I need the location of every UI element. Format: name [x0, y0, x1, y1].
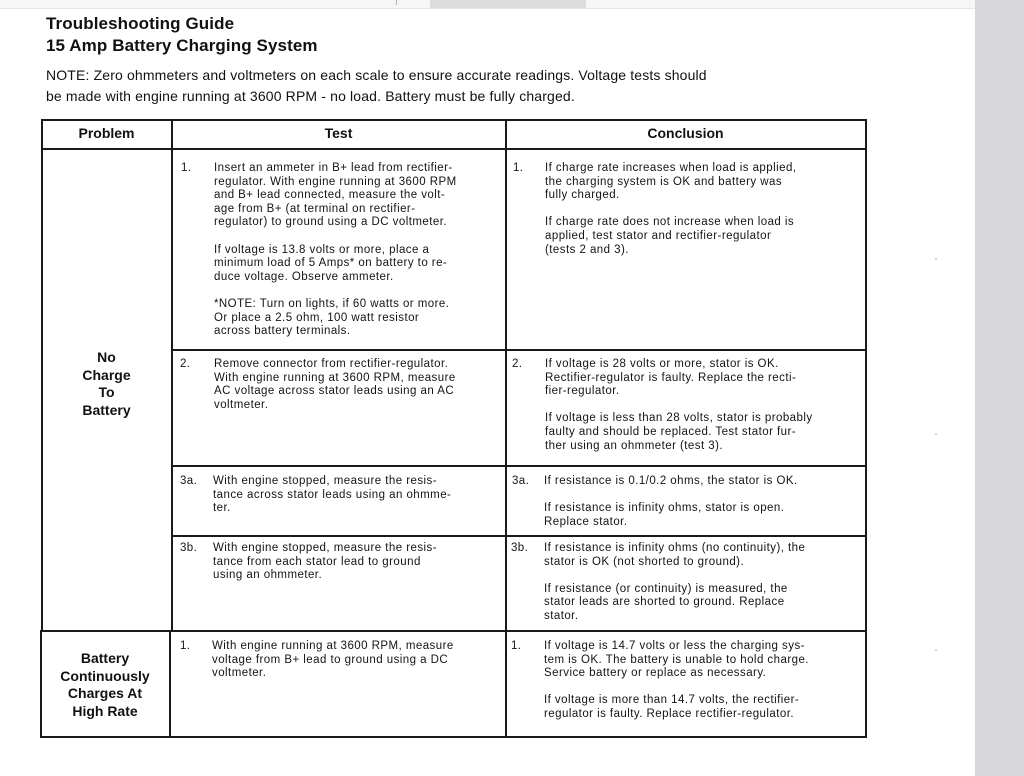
scan-speck — [935, 258, 937, 260]
table-rule — [171, 465, 867, 467]
viewer-tab[interactable] — [430, 0, 586, 8]
conclusion-number: 1. — [511, 640, 522, 652]
scan-speck — [935, 433, 937, 435]
test-text: Remove connector from rectifier-regulator. With engine running at 3600 RPM, measure AC voltage across stator leads using an AC voltmeter. — [214, 358, 456, 411]
problem-label: Battery Continuously Charges At High Rate — [60, 650, 150, 719]
document-page — [0, 9, 975, 776]
table-rule — [40, 630, 867, 632]
test-number: 1. — [180, 640, 191, 652]
test-text: With engine stopped, measure the resis- tance across stator leads using an ohmme- ter. — [213, 475, 452, 515]
test-text: Insert an ammeter in B+ lead from rectifier- regulator. With engine running at 3600 RPM and B+ lead connected, measure the volt- age from B+ (at terminal on rectifier- regulator) to ground using a DC voltmeter. If voltage is 13.8 volts or more, place a minimum load of 5 Amps* on battery to re- duce voltage. Observe ammeter. *NOTE: Turn on lights, if 60 watts or more. Or place a 2.5 ohm, 100 watt resistor across battery terminals. — [214, 162, 457, 338]
table-rule — [169, 630, 171, 738]
test-number: 2. — [180, 358, 191, 370]
table-rule — [171, 119, 173, 631]
conclusion-number: 3a. — [512, 475, 530, 487]
table-rule — [41, 148, 867, 150]
header-problem: Problem — [78, 125, 135, 141]
document-title: Troubleshooting Guide — [46, 14, 235, 33]
table-rule — [505, 119, 507, 738]
conclusion-number: 3b. — [511, 542, 529, 554]
document-subtitle: 15 Amp Battery Charging System — [46, 36, 318, 55]
table-rule — [171, 535, 867, 537]
troubleshooting-table — [0, 9, 975, 776]
viewer-top-strip — [0, 0, 1024, 9]
table-rule — [40, 736, 865, 738]
note-line-1: NOTE: Zero ohmmeters and voltmeters on each scale to ensure accurate readings. Voltage tests should — [46, 67, 707, 83]
scan-speck — [935, 649, 937, 651]
conclusion-number: 1. — [513, 162, 524, 174]
conclusion-text: If resistance is 0.1/0.2 ohms, the stator is OK. If resistance is infinity ohms, stator is open. Replace stator. — [544, 475, 798, 528]
test-number: 3b. — [180, 542, 198, 554]
table-rule — [865, 119, 867, 738]
problem-label: No Charge To Battery — [82, 349, 131, 418]
test-text: With engine stopped, measure the resis- tance from each stator lead to ground using an ohmmeter. — [213, 542, 438, 582]
header-test: Test — [324, 125, 353, 141]
note-line-2: be made with engine running at 3600 RPM - no load. Battery must be fully charged. — [46, 88, 575, 104]
header-conclusion: Conclusion — [647, 125, 724, 141]
conclusion-text: If charge rate increases when load is applied, the charging system is OK and battery was fully charged. If charge rate does not increase when load is applied, test stator and rectifier-regulator (tests 2 and 3). — [545, 162, 797, 256]
conclusion-text: If voltage is 28 volts or more, stator is OK. Rectifier-regulator is faulty. Replace the recti- fier-regulator. If voltage is less than 28 volts, stator is probably faulty and should be replaced. Test stator fur- ther using an ohmmeter (test 3). — [545, 358, 813, 452]
conclusion-text: If voltage is 14.7 volts or less the charging sys- tem is OK. The battery is unable to hold charge. Service battery or replace as necessary. If voltage is more than 14.7 volts, the rectifier- regulator is faulty. Replace rectifier-regulator. — [544, 640, 809, 720]
conclusion-text: If resistance is infinity ohms (no continuity), the stator is OK (not shorted to ground). If resistance (or continuity) is measured, the stator leads are shorted to ground. Replace stator. — [544, 542, 806, 622]
test-text: With engine running at 3600 RPM, measure voltage from B+ lead to ground using a DC voltmeter. — [212, 640, 454, 680]
toolbar-divider — [396, 0, 397, 5]
table-rule — [171, 349, 867, 351]
test-number: 1. — [181, 162, 192, 174]
test-number: 3a. — [180, 475, 198, 487]
viewer-scroll-gutter[interactable] — [975, 0, 1024, 776]
table-rule — [41, 119, 867, 121]
conclusion-number: 2. — [512, 358, 523, 370]
